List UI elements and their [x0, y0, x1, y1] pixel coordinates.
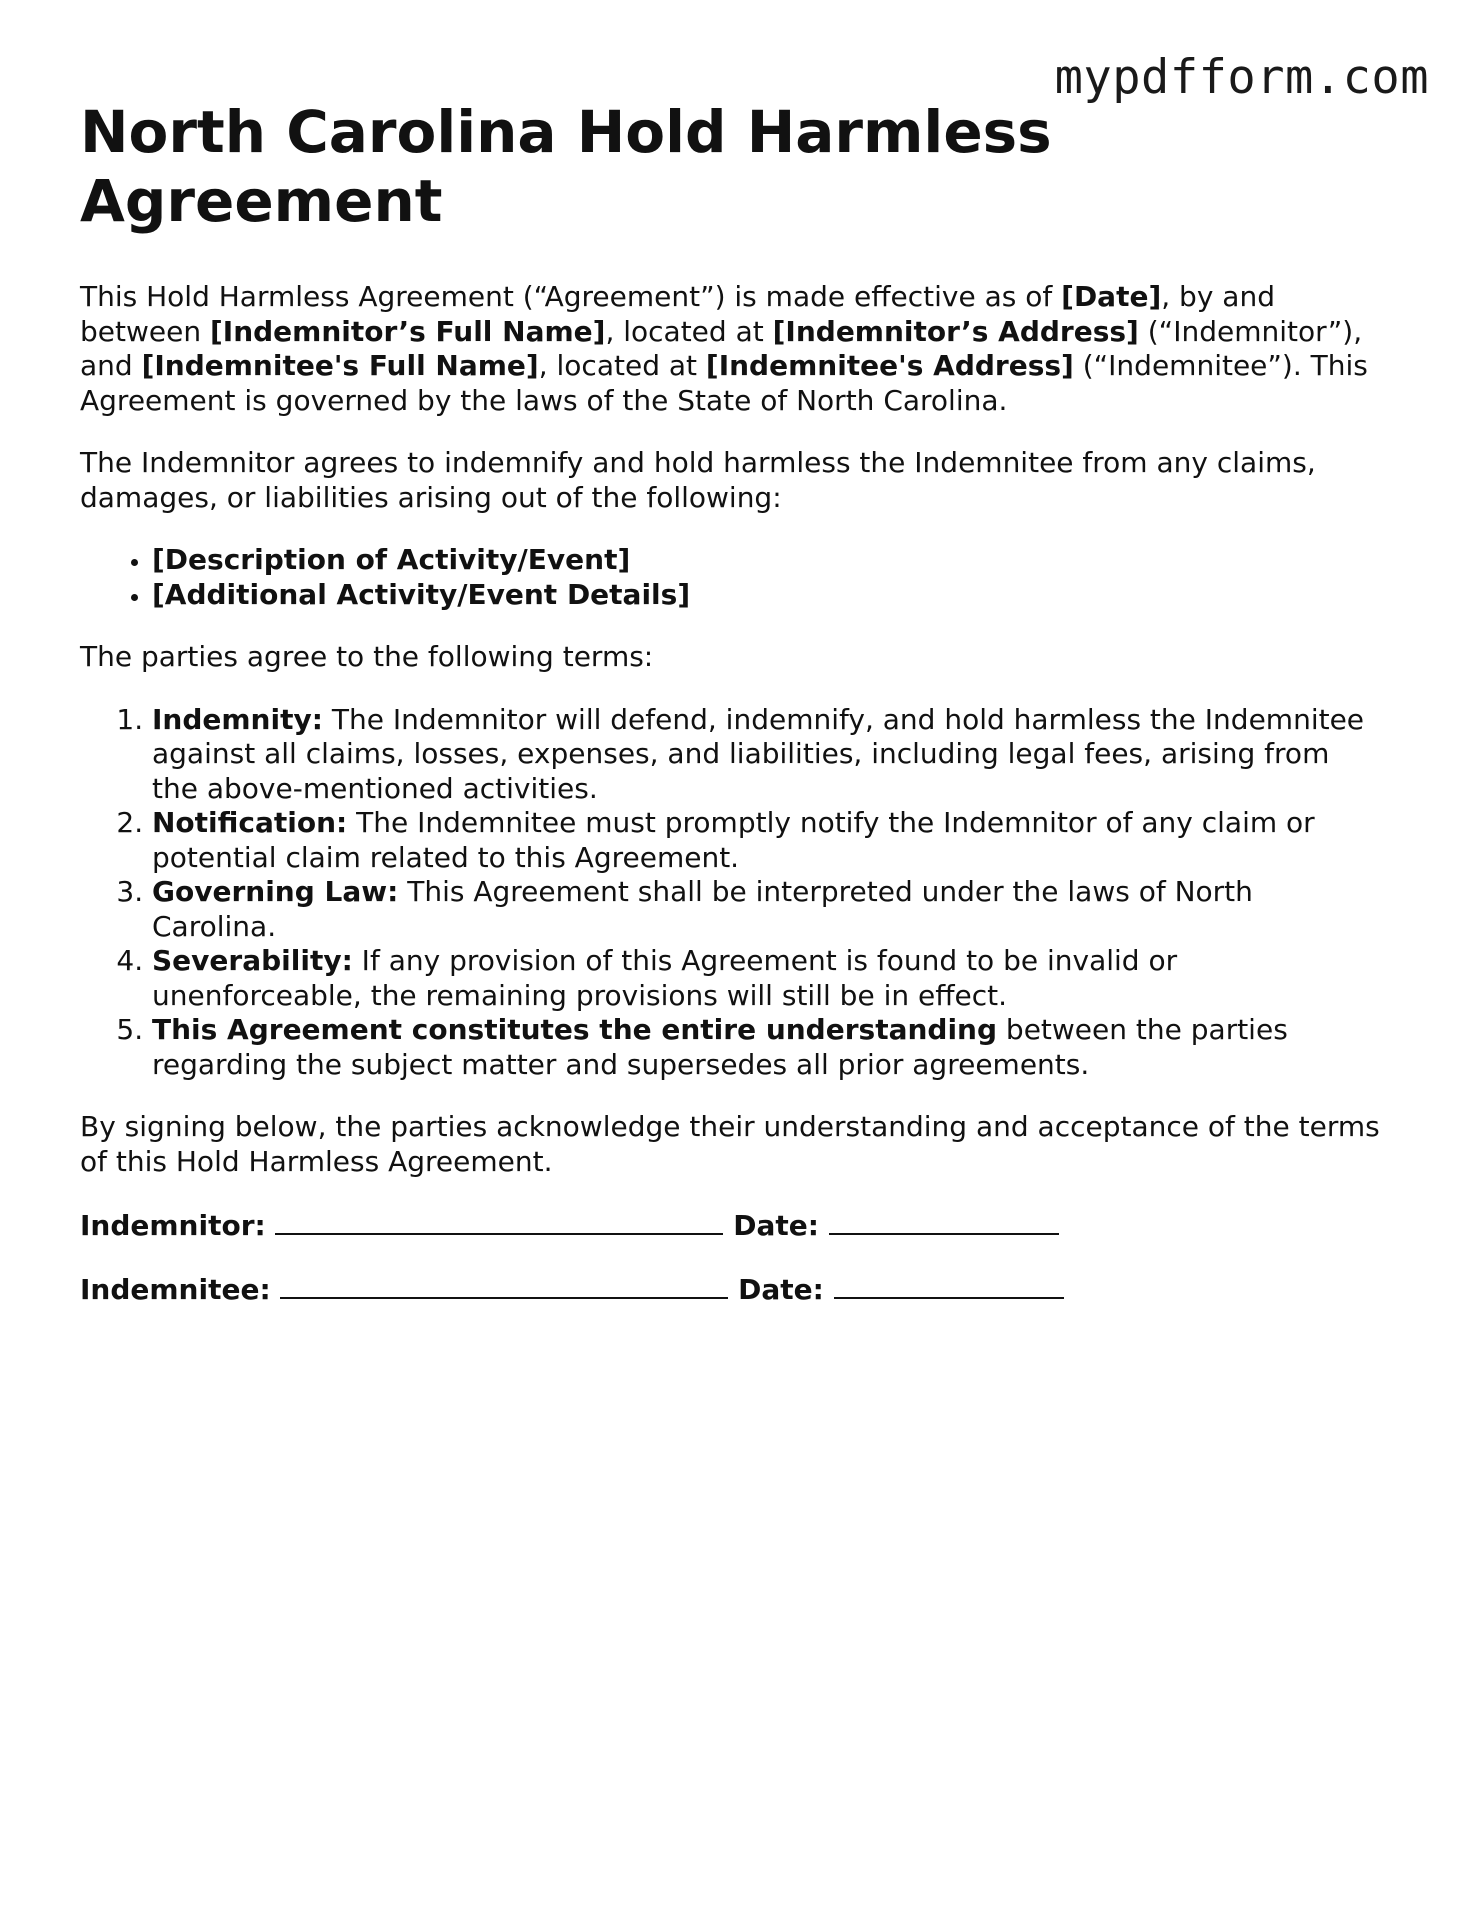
list-item: • [Additional Activity/Event Details]	[152, 578, 1380, 613]
list-item: • [Description of Activity/Event]	[152, 543, 1380, 578]
indemnitee-label: Indemnitee:	[80, 1273, 271, 1306]
term-notification: 2. Notification: The Indemnitee must promptly notify the Indemnitor of any claim or potential claim related to this Agreement.	[152, 806, 1380, 875]
document-title: North Carolina Hold Harmless Agreement	[80, 98, 1052, 235]
indemnitee-signature-row	[80, 1271, 1380, 1307]
terms-intro: The parties agree to the following terms:	[80, 640, 654, 673]
term-indemnity: 1. Indemnity: The Indemnitor will defend, indemnify, and hold harmless the Indemnitee against all claims, losses, expenses, and liabilities, including legal fees, arising from the above-mentioned activities.	[152, 703, 1380, 807]
indemnitor-date-field[interactable]	[829, 1207, 1059, 1235]
term-governing-law: 3. Governing Law: This Agreement shall be interpreted under the laws of North Carolina.	[152, 875, 1380, 944]
indemnitee-address-placeholder: [Indemnitee's Address]	[705, 349, 1074, 382]
indemnitee-date-label: Date:	[738, 1273, 824, 1306]
indemnitor-label: Indemnitor:	[80, 1209, 266, 1242]
closing-paragraph: By signing below, the parties acknowledge their understanding and acceptance of the terms of this Hold Harmless Agreement.	[80, 1110, 1380, 1178]
term-entire-agreement: 5. This Agreement constitutes the entire understanding between the parties regarding the subject matter and supersedes all prior agreements.	[152, 1013, 1380, 1082]
indemnitee-date-field[interactable]	[834, 1271, 1064, 1299]
activity-list	[80, 543, 1380, 612]
term-severability: 4. Severability: If any provision of this Agreement is found to be invalid or unenforceable, the remaining provisions will still be in effect.	[152, 944, 1380, 1013]
document-body	[80, 98, 1380, 1335]
indemnitee-signature-field[interactable]	[280, 1271, 728, 1299]
indemnitee-name-placeholder: [Indemnitee's Full Name]	[141, 349, 539, 382]
indemnitor-address-placeholder: [Indemnitor’s Address]	[772, 314, 1139, 348]
date-placeholder: [Date]	[1061, 280, 1162, 313]
indemnitor-signature-field[interactable]	[275, 1207, 723, 1235]
intro-paragraph: This Hold Harmless Agreement (“Agreement”) is made effective as of [Date], by and between [Indemnitor’s Full Name], located at [Indemnitor’s Address] (“Indemnitor”), and [Indemnitee's Full Name], located at [Indemnitee's Address] (“Indemnitee”). This Agreement is governed by the laws of the State of North Carolina.	[80, 280, 1368, 417]
indemnify-paragraph: The Indemnitor agrees to indemnify and hold harmless the Indemnitee from any claims, damages, or liabilities arising out of the following:	[80, 446, 1316, 514]
watermark-site-name: mypdfform.com	[1054, 50, 1429, 105]
indemnitor-signature-row	[80, 1207, 1380, 1243]
terms-list	[80, 703, 1380, 1083]
indemnitor-name-placeholder: [Indemnitor’s Full Name]	[209, 314, 606, 348]
indemnitor-date-label: Date:	[733, 1209, 819, 1242]
